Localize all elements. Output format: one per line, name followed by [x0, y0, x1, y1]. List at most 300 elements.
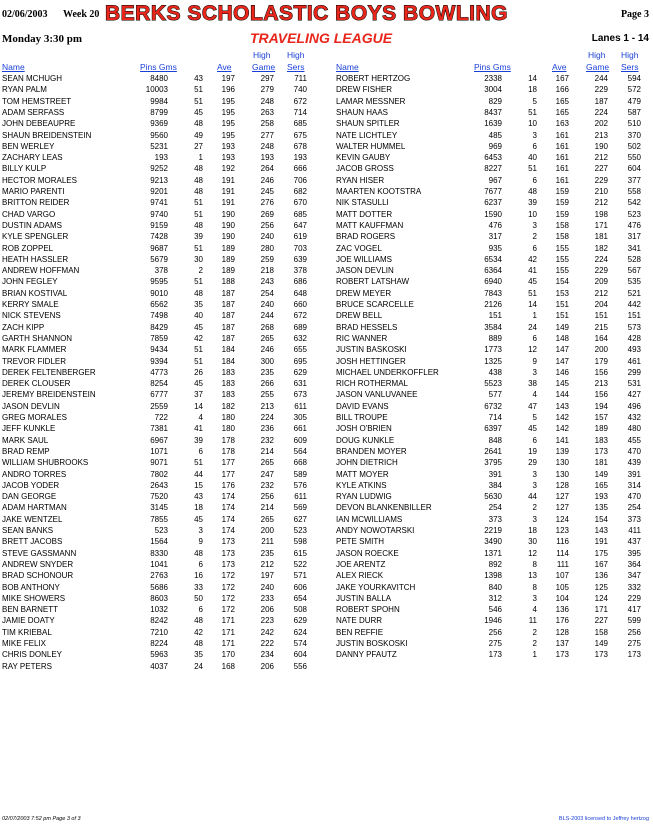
high-series: 606	[293, 582, 307, 592]
average: 190	[221, 209, 235, 219]
average: 173	[555, 650, 569, 660]
games-played: 41	[528, 266, 537, 276]
total-pins: 2338	[484, 74, 502, 83]
high-game: 182	[594, 243, 608, 253]
high-game: 135	[594, 503, 608, 513]
high-series: 510	[627, 119, 641, 129]
high-game: 183	[594, 435, 608, 445]
high-series: 299	[627, 367, 641, 377]
table-row	[336, 333, 653, 344]
total-pins: 1041	[150, 559, 168, 569]
average: 183	[221, 390, 235, 400]
high-game: 255	[260, 390, 274, 400]
total-pins: 546	[488, 605, 502, 615]
games-played: 3	[532, 514, 537, 524]
total-pins: 9741	[150, 198, 168, 208]
total-pins: 8330	[150, 548, 168, 558]
total-pins: 6940	[484, 277, 502, 287]
high-game: 213	[594, 130, 608, 140]
bowler-name: DREW MEYER	[336, 288, 392, 298]
total-pins: 8254	[150, 379, 168, 389]
high-series: 364	[627, 559, 641, 569]
total-pins: 2643	[150, 480, 168, 490]
bowler-name: CHAD VARGO	[2, 209, 56, 219]
average: 165	[555, 96, 569, 106]
high-game: 209	[594, 277, 608, 287]
average: 143	[555, 401, 569, 411]
average: 155	[555, 243, 569, 253]
total-pins: 6534	[484, 254, 502, 264]
left-high-sers-label: High	[287, 50, 305, 60]
bowler-name: RYAN HISER	[336, 175, 385, 185]
average: 168	[221, 661, 235, 671]
high-series: 522	[293, 559, 307, 569]
high-game: 234	[260, 650, 274, 660]
table-row	[2, 333, 332, 344]
table-row	[2, 412, 332, 423]
total-pins: 2126	[484, 300, 502, 309]
total-pins: 151	[488, 311, 502, 321]
table-row	[336, 491, 653, 502]
high-game: 171	[594, 605, 608, 615]
total-pins: 9071	[150, 458, 168, 468]
table-row	[2, 265, 332, 276]
games-played: 51	[194, 198, 203, 208]
average: 127	[555, 503, 569, 513]
high-game: 227	[594, 164, 608, 174]
table-row	[336, 197, 653, 208]
games-played: 6	[532, 333, 537, 343]
high-series: 531	[627, 379, 641, 389]
high-game: 197	[260, 571, 274, 581]
high-game: 215	[594, 322, 608, 332]
high-series: 686	[293, 277, 307, 287]
average: 187	[221, 288, 235, 298]
total-pins: 275	[488, 639, 502, 648]
average: 130	[555, 458, 569, 468]
games-played: 39	[194, 232, 203, 242]
high-game: 265	[260, 458, 274, 468]
bowler-name: BILLY KULP	[2, 164, 47, 174]
total-pins: 8603	[150, 593, 168, 603]
high-series: 256	[627, 627, 641, 637]
left-sers-header: Sers	[287, 62, 305, 72]
average: 144	[555, 390, 569, 400]
games-played: 33	[194, 582, 203, 592]
games-played: 6	[198, 559, 203, 569]
average: 184	[221, 356, 235, 366]
bowler-name: BRUCE SCARCELLE	[336, 300, 414, 309]
table-row	[2, 536, 332, 547]
total-pins: 9159	[150, 220, 168, 230]
high-game: 173	[594, 650, 608, 660]
average: 127	[555, 492, 569, 502]
total-pins: 5686	[150, 582, 168, 592]
average: 151	[555, 311, 569, 321]
high-game: 240	[260, 582, 274, 592]
games-played: 14	[528, 300, 537, 309]
total-pins: 317	[488, 232, 502, 242]
bowler-name: JUSTIN BOSKOSKI	[336, 639, 408, 648]
table-row	[336, 593, 653, 604]
total-pins: 7381	[150, 424, 168, 434]
total-pins: 1325	[484, 356, 502, 366]
high-game: 194	[594, 401, 608, 411]
games-played: 24	[528, 322, 537, 332]
total-pins: 384	[488, 480, 502, 490]
bowler-name: DEVON BLANKENBILLER	[336, 503, 432, 513]
high-game: 229	[594, 175, 608, 185]
total-pins: 2763	[150, 571, 168, 581]
games-played: 48	[194, 639, 203, 648]
table-row	[336, 435, 653, 446]
average: 114	[556, 548, 569, 558]
average: 188	[221, 277, 235, 287]
games-played: 35	[194, 300, 203, 309]
bowler-name: JASON ROECKE	[336, 548, 399, 558]
high-game: 263	[260, 107, 274, 117]
games-played: 1	[532, 311, 537, 321]
high-game: 171	[594, 220, 608, 230]
total-pins: 7520	[150, 492, 168, 502]
total-pins: 7428	[150, 232, 168, 242]
total-pins: 10003	[145, 85, 168, 95]
bowler-name: ADAM HARTMAN	[2, 503, 67, 513]
average: 163	[555, 119, 569, 129]
table-row	[336, 243, 653, 254]
high-game: 244	[594, 74, 608, 83]
table-row	[336, 649, 653, 660]
table-row	[336, 559, 653, 570]
high-game: 269	[260, 209, 274, 219]
bowler-name: BEN BARNETT	[2, 605, 59, 615]
table-row	[2, 84, 332, 95]
average: 171	[221, 616, 235, 626]
bowler-name: MARIO PARENTI	[2, 187, 65, 196]
bowler-name: ANDRO TORRES	[2, 469, 67, 479]
total-pins: 5523	[484, 379, 502, 389]
games-played: 48	[194, 288, 203, 298]
bowler-name: KYLE ATKINS	[336, 480, 387, 490]
average: 177	[221, 458, 235, 468]
left-ave-header: Ave	[217, 62, 232, 72]
average: 192	[221, 164, 235, 174]
high-game: 254	[260, 288, 274, 298]
table-row	[2, 73, 332, 84]
average: 154	[555, 277, 569, 287]
average: 111	[556, 559, 569, 569]
games-played: 48	[194, 548, 203, 558]
right-sers-header: Sers	[621, 62, 639, 72]
high-game: 212	[594, 288, 608, 298]
games-played: 45	[194, 514, 203, 524]
high-series: 714	[293, 107, 307, 117]
games-played: 42	[194, 627, 203, 637]
table-row	[336, 378, 653, 389]
bowler-name: STEVE GASSMANN	[2, 548, 77, 558]
total-pins: 3004	[484, 85, 502, 95]
high-game: 143	[594, 526, 608, 535]
total-pins: 485	[488, 130, 502, 140]
games-played: 18	[528, 526, 537, 535]
total-pins: 6732	[484, 401, 502, 411]
high-series: 496	[627, 401, 641, 411]
bowler-name: MICHAEL UNDERKOFFLER	[336, 367, 439, 377]
bowler-name: HECTOR MORALES	[2, 175, 77, 185]
bowler-name: ROBERT SPOHN	[336, 605, 400, 615]
table-row	[2, 220, 332, 231]
high-series: 675	[293, 130, 307, 140]
high-game: 280	[260, 243, 274, 253]
average: 137	[555, 639, 569, 648]
average: 161	[555, 175, 569, 185]
games-played: 45	[194, 322, 203, 332]
table-row	[2, 649, 332, 660]
bowler-name: DAVID EVANS	[336, 401, 389, 411]
bowler-name: RIC WANNER	[336, 333, 388, 343]
games-played: 18	[528, 85, 537, 95]
average: 191	[221, 198, 235, 208]
games-played: 51	[194, 96, 203, 106]
table-row	[2, 480, 332, 491]
average: 104	[555, 593, 569, 603]
high-game: 229	[594, 266, 608, 276]
bowler-name: KYLE SPENGLER	[2, 232, 69, 242]
table-row	[336, 310, 653, 321]
table-row	[2, 525, 332, 536]
games-played: 41	[194, 424, 203, 434]
average: 105	[555, 582, 569, 592]
table-row	[336, 322, 653, 333]
games-played: 30	[528, 537, 537, 547]
average: 193	[221, 141, 235, 151]
high-series: 632	[293, 333, 307, 343]
high-game: 279	[260, 85, 274, 95]
high-game: 277	[260, 130, 274, 140]
high-game: 212	[594, 198, 608, 208]
average: 161	[555, 153, 569, 163]
bowler-name: DEREK CLOUSER	[2, 379, 71, 389]
bowler-name: IAN MCWILLIAMS	[336, 514, 403, 524]
high-series: 569	[293, 503, 307, 513]
high-game: 240	[260, 300, 274, 309]
total-pins: 3145	[150, 503, 168, 513]
average: 155	[555, 266, 569, 276]
bowler-name: BILL TROUPE	[336, 413, 388, 422]
bowler-name: MARK FLAMMER	[2, 345, 67, 355]
table-row	[336, 152, 653, 163]
bowler-name: RAY PETERS	[2, 661, 52, 671]
high-series: 428	[627, 333, 641, 343]
bowler-name: TOM HEMSTREET	[2, 96, 72, 106]
average: 148	[555, 333, 569, 343]
table-row	[336, 604, 653, 615]
high-series: 619	[293, 232, 307, 242]
table-row	[2, 378, 332, 389]
games-played: 18	[194, 503, 203, 513]
high-series: 654	[293, 593, 307, 603]
average: 141	[555, 435, 569, 445]
bowler-name: SEAN MCHUGH	[2, 74, 63, 83]
bowler-name: ZACHARY LEAS	[2, 153, 63, 163]
total-pins: 577	[488, 390, 502, 400]
bowler-name: BEN REFFIE	[336, 627, 384, 637]
right-high-game-label: High	[588, 50, 606, 60]
high-game: 213	[260, 401, 274, 411]
bowler-name: ANDY NOWOTARSKI	[336, 526, 415, 535]
high-series: 427	[627, 390, 641, 400]
bowler-name: ZAC VOGEL	[336, 243, 382, 253]
average: 171	[221, 627, 235, 637]
total-pins: 9252	[150, 164, 168, 174]
games-played: 35	[194, 650, 203, 660]
games-played: 51	[528, 107, 537, 117]
table-row	[336, 582, 653, 593]
high-series: 611	[294, 492, 307, 502]
high-series: 391	[627, 469, 641, 479]
average: 187	[221, 311, 235, 321]
games-played: 51	[194, 243, 203, 253]
high-game: 151	[594, 311, 608, 321]
table-row	[2, 469, 332, 480]
high-series: 631	[293, 379, 307, 389]
table-row	[336, 96, 653, 107]
bowler-name: RYAN LUDWIG	[336, 492, 392, 502]
average: 167	[555, 74, 569, 83]
average: 161	[555, 130, 569, 140]
bowler-name: BRAD SCHONOUR	[2, 571, 74, 581]
games-played: 43	[194, 492, 203, 502]
average: 145	[555, 379, 569, 389]
games-played: 3	[532, 593, 537, 603]
games-played: 27	[194, 141, 203, 151]
high-game: 265	[260, 333, 274, 343]
high-series: 556	[293, 661, 307, 671]
average: 195	[221, 96, 235, 106]
high-game: 246	[260, 175, 274, 185]
high-series: 173	[627, 650, 641, 660]
high-game: 227	[594, 616, 608, 626]
high-series: 523	[627, 209, 641, 219]
table-row	[2, 288, 332, 299]
high-game: 300	[260, 356, 274, 366]
bowler-name: PETE SMITH	[336, 537, 385, 547]
high-game: 243	[260, 277, 274, 287]
high-game: 198	[594, 209, 608, 219]
average: 128	[555, 480, 569, 490]
high-series: 604	[293, 650, 307, 660]
games-played: 15	[194, 480, 203, 490]
games-played: 40	[528, 153, 537, 163]
bowler-name: DOUG KUNKLE	[336, 435, 395, 445]
games-played: 48	[528, 187, 537, 196]
games-played: 2	[532, 503, 537, 513]
games-played: 48	[194, 187, 203, 196]
bowler-name: MARK SAUL	[2, 435, 49, 445]
games-played: 4	[198, 413, 203, 422]
table-row	[2, 548, 332, 559]
table-row	[2, 163, 332, 174]
games-played: 8	[532, 582, 537, 592]
bowler-name: MIKE SHOWERS	[2, 593, 66, 603]
table-row	[2, 401, 332, 412]
average: 171	[221, 639, 235, 648]
bowler-name: MATT DOTTER	[336, 209, 393, 219]
table-row	[2, 130, 332, 141]
high-series: 589	[293, 469, 307, 479]
high-series: 572	[627, 85, 641, 95]
games-played: 45	[194, 379, 203, 389]
total-pins: 9740	[150, 209, 168, 219]
bowler-name: JASON VANLUVANEE	[336, 390, 418, 400]
table-row	[2, 322, 332, 333]
games-played: 6	[532, 175, 537, 185]
games-played: 3	[532, 469, 537, 479]
high-series: 341	[627, 243, 641, 253]
games-played: 42	[194, 333, 203, 343]
high-game: 258	[260, 119, 274, 129]
table-row	[2, 367, 332, 378]
total-pins: 7843	[484, 288, 502, 298]
table-row	[2, 570, 332, 581]
games-played: 45	[194, 107, 203, 117]
table-row	[336, 525, 653, 536]
left-game-header: Game	[252, 62, 276, 72]
average: 161	[555, 141, 569, 151]
high-game: 218	[260, 266, 274, 276]
total-pins: 378	[154, 266, 168, 276]
games-played: 51	[194, 209, 203, 219]
high-series: 668	[293, 458, 307, 468]
high-game: 167	[594, 559, 608, 569]
high-series: 695	[293, 356, 307, 366]
games-played: 2	[198, 266, 203, 276]
total-pins: 373	[488, 514, 502, 524]
table-row	[2, 389, 332, 400]
games-played: 48	[194, 164, 203, 174]
table-row	[2, 593, 332, 604]
high-series: 347	[627, 571, 641, 581]
total-pins: 8224	[150, 639, 168, 648]
bowler-name: JACOB GROSS	[336, 164, 394, 174]
high-series: 411	[628, 526, 641, 535]
table-row	[2, 582, 332, 593]
table-row	[336, 344, 653, 355]
total-pins: 6777	[150, 390, 168, 400]
bowler-name: DEREK FELTENBERGER	[2, 367, 96, 377]
average: 124	[555, 514, 569, 524]
total-pins: 722	[154, 413, 168, 422]
table-row	[2, 299, 332, 310]
table-row	[336, 118, 653, 129]
games-played: 51	[194, 277, 203, 287]
right-game-header: Game	[586, 62, 610, 72]
games-played: 11	[528, 616, 537, 626]
total-pins: 6967	[150, 435, 168, 445]
high-game: 246	[260, 345, 274, 355]
games-played: 29	[528, 458, 537, 468]
bowler-name: WILLIAM SHUBROOKS	[2, 458, 89, 468]
games-played: 6	[532, 141, 537, 151]
high-series: 660	[293, 300, 307, 309]
average: 170	[221, 650, 235, 660]
total-pins: 5963	[150, 650, 168, 660]
total-pins: 1071	[150, 446, 168, 456]
games-played: 51	[528, 164, 537, 174]
games-played: 9	[532, 356, 537, 366]
average: 149	[555, 322, 569, 332]
games-played: 38	[528, 379, 537, 389]
